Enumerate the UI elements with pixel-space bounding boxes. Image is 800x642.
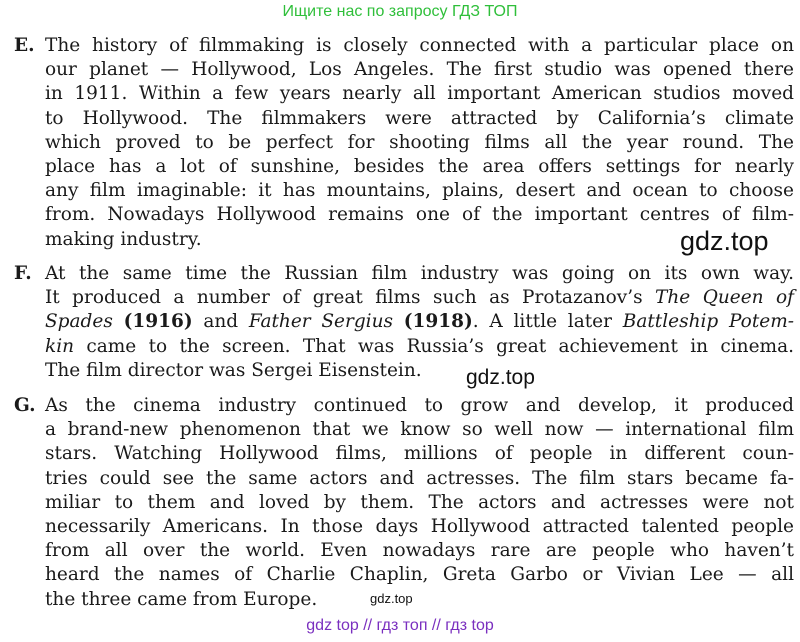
- paragraph-letter: E.: [14, 35, 35, 56]
- text-line: the three came from Europe.: [45, 588, 318, 610]
- text-line: Spades (1916) and Father Sergius (1918). A little later Battleship Potem-: [45, 311, 794, 333]
- text-line: At the same time the Russian film industry was going on its own way.: [45, 263, 794, 284]
- text-line: The history of filmmaking is closely connected with a particular place on: [45, 35, 794, 56]
- text-line: tries could see the same actors and actresses. The film stars became fa-: [45, 467, 794, 489]
- paragraph-body: [45, 262, 794, 383]
- text-line: It produced a number of great films such as Protazanov’s The Queen of: [45, 287, 795, 309]
- text-line: As the cinema industry continued to grow and develop, it produced: [45, 395, 794, 416]
- text-line: in 1911. Within a few years nearly all important American studios moved: [45, 83, 794, 105]
- footer-links: gdz top // гдз топ // гдз top: [306, 617, 494, 634]
- text-line: place has a lot of sunshine, besides the area offers settings for nearly: [45, 156, 794, 178]
- text-line: any film imaginable: it has mountains, plains, desert and ocean to choose: [45, 180, 794, 202]
- paragraph-body: [45, 394, 794, 612]
- paragraph-letter: F.: [14, 263, 32, 284]
- paragraph-g: [14, 394, 794, 612]
- watermark-medium: gdz.top: [466, 366, 535, 389]
- watermark-large: gdz.top: [680, 226, 769, 256]
- paragraph-letter: G.: [14, 395, 36, 416]
- text-line: miliar to them and loved by them. The actors and actresses were not: [45, 491, 794, 513]
- text-line: kin came to the screen. That was Russia’s great achievement in cinema.: [45, 335, 794, 357]
- text-line: heard the names of Charlie Chaplin, Greta Garbo or Vivian Lee — all: [45, 564, 794, 586]
- text-line: to Hollywood. The filmmakers were attracted by California’s climate: [45, 107, 794, 129]
- text-line: our planet — Hollywood, Los Angeles. The first studio was opened there: [45, 59, 794, 81]
- watermark-small: gdz.top: [370, 591, 413, 606]
- text-line: The film director was Sergei Eisenstein.: [45, 359, 422, 381]
- paragraph-e: [14, 34, 794, 252]
- text-line: which proved to be perfect for shooting films all the year round. The: [45, 131, 794, 153]
- text-line: stars. Watching Hollywood films, millions of people in different coun-: [45, 443, 794, 465]
- text-line: making industry.: [45, 228, 202, 250]
- top-banner: Ищите нас по запросу ГДЗ ТОП: [282, 3, 518, 20]
- text-line: a brand-new phenomenon that we know so well now — international film: [45, 419, 794, 441]
- text-line: from all over the world. Even nowadays rare are people who haven’t: [45, 540, 794, 562]
- text-line: necessarily Americans. In those days Hollywood attracted talented people: [45, 516, 794, 538]
- text-line: from. Nowadays Hollywood remains one of the important centres of film-: [45, 204, 794, 226]
- paragraph-f: [14, 262, 794, 383]
- paragraph-body: [45, 34, 794, 252]
